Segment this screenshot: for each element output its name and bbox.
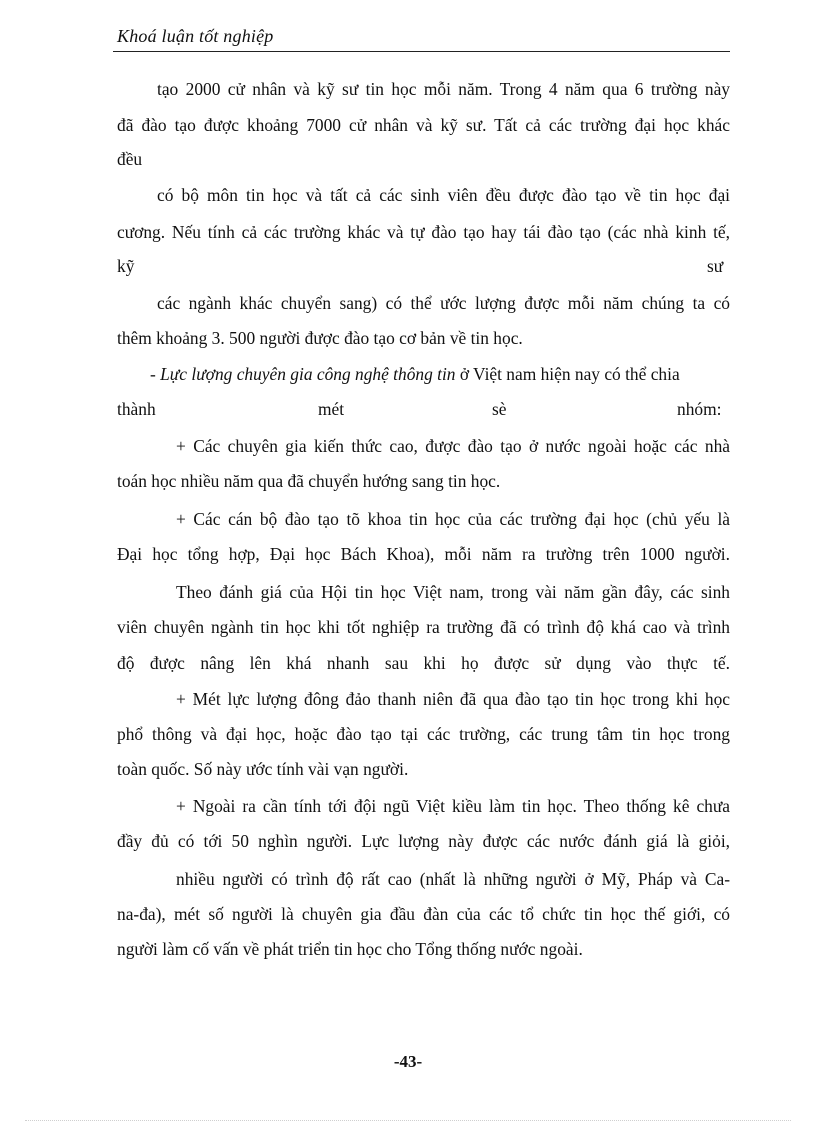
body-line-tail: ở Việt nam hiện nay có thể chia xyxy=(455,364,680,384)
body-line xyxy=(150,363,730,385)
body-line: các ngành khác chuyển sang) có thể ước lượng được mỗi năm chúng ta có xyxy=(157,293,730,313)
body-line: viên chuyên ngành tin học khi tốt nghiệp ra trường đã có trình độ khá cao và trình xyxy=(117,617,730,637)
body-line: đầy đủ có tới 50 nghìn người. Lực lượng này được các nước đánh giá là giỏi, xyxy=(117,831,730,851)
body-line: đã đào tạo được khoảng 7000 cử nhân và kỹ sư. Tất cả các trường đại học khác xyxy=(117,115,730,135)
footer-divider xyxy=(25,1120,791,1121)
body-line: có bộ môn tin học và tất cả các sinh viên đều được đào tạo về tin học đại xyxy=(157,185,730,205)
body-line: + Các chuyên gia kiến thức cao, được đào tạo ở nước ngoài hoặc các nhà xyxy=(176,436,730,456)
body-line: Đại học tổng hợp, Đại học Bách Khoa), mỗi năm ra trường trên 1000 người. xyxy=(117,544,730,564)
body-line: sư xyxy=(707,256,724,276)
body-line: na-đa), mét số người là chuyên gia đầu đàn của các tổ chức tin học thế giới, có xyxy=(117,904,730,924)
body-line: thêm khoảng 3. 500 người được đào tạo cơ bản về tin học. xyxy=(117,328,523,348)
body-line: Theo đánh giá của Hội tin học Việt nam, trong vài năm gần đây, các sinh xyxy=(176,582,730,602)
body-word: thành xyxy=(117,399,156,419)
body-line: người làm cố vấn về phát triển tin học cho Tổng thống nước ngoài. xyxy=(117,939,583,959)
body-line: + Các cán bộ đào tạo tõ khoa tin học của các trường đại học (chủ yếu là xyxy=(176,509,730,529)
body-line: kỹ xyxy=(117,256,135,276)
running-header: Khoá luận tốt nghiệp xyxy=(117,26,274,46)
body-line: phổ thông và đại học, hoặc đào tạo tại các trường, các trung tâm tin học trong xyxy=(117,724,730,744)
body-line: + Mét lực lượng đông đảo thanh niên đã qua đào tạo tin học trong khi học xyxy=(176,689,730,709)
header-divider xyxy=(113,51,730,52)
body-line: đều xyxy=(117,149,143,169)
body-word: sè xyxy=(492,399,507,419)
body-line: nhiều người có trình độ rất cao (nhất là những người ở Mỹ, Pháp và Ca- xyxy=(176,869,730,889)
body-line: toàn quốc. Số này ước tính vài vạn người. xyxy=(117,759,409,779)
italic-phrase: - Lực lượng chuyên gia công nghệ thông tin xyxy=(150,364,456,384)
body-line: toán học nhiều năm qua đã chuyển hướng sang tin học. xyxy=(117,471,501,491)
body-word: nhóm: xyxy=(677,399,722,419)
body-line: + Ngoài ra cần tính tới đội ngũ Việt kiều làm tin học. Theo thống kê chưa xyxy=(176,796,730,816)
body-line: cương. Nếu tính cả các trường khác và tự đào tạo hay tái đào tạo (các nhà kinh tế, xyxy=(117,222,730,242)
page-number: -43- xyxy=(393,1052,423,1071)
body-line: độ được nâng lên khá nhanh sau khi họ được sử dụng vào thực tế. xyxy=(117,653,730,673)
body-line: tạo 2000 cử nhân và kỹ sư tin học mỗi năm. Trong 4 năm qua 6 trường này xyxy=(157,79,730,99)
body-word: mét xyxy=(318,399,345,419)
